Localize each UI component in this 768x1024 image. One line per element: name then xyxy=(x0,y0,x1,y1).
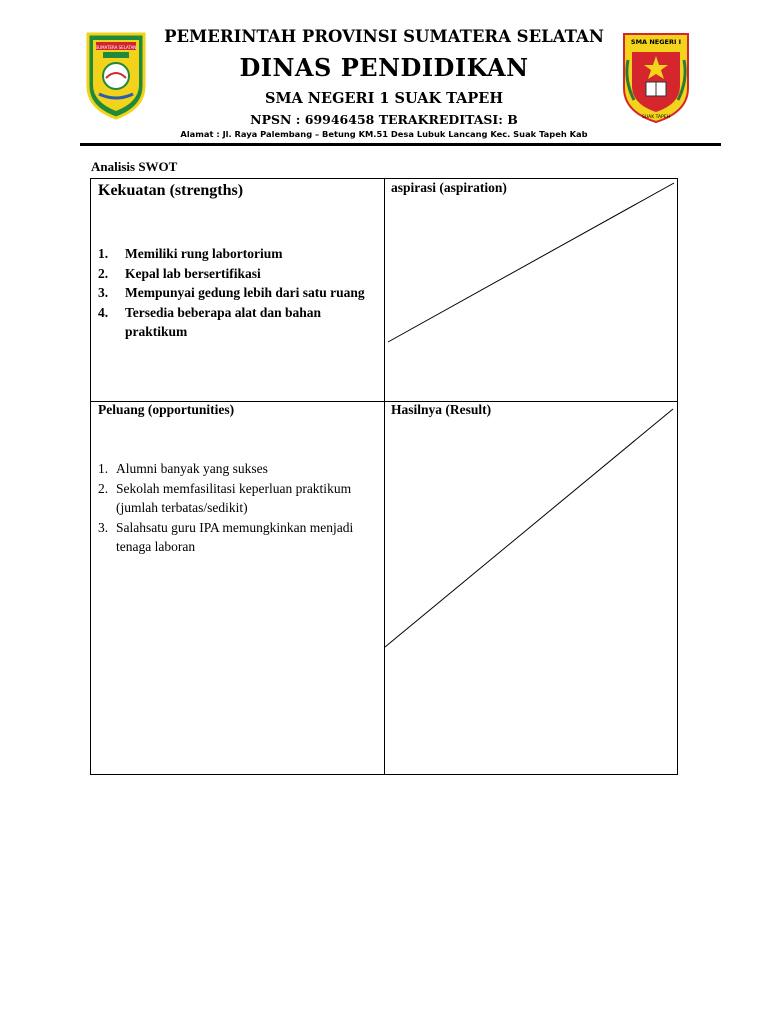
svg-text:SUAK TAPEH: SUAK TAPEH xyxy=(641,115,671,120)
address-line: Alamat : Jl. Raya Palembang – Betung KM.51 Desa Lubuk Lancang Kec. Suak Tapeh Kab xyxy=(180,129,588,139)
list-item: 2. Kepal lab bersertifikasi xyxy=(98,265,261,281)
list-item: 1. Memiliki rung labortorium xyxy=(98,246,283,261)
letterhead-divider xyxy=(80,143,721,146)
svg-text:SMA NEGERI I: SMA NEGERI I xyxy=(630,38,682,46)
aspiration-diagonal xyxy=(388,183,674,342)
strengths-list xyxy=(98,244,368,342)
aspiration-title: aspirasi (aspiration) xyxy=(391,180,507,195)
list-item: 4. Tersedia beberapa alat dan bahan praktikum xyxy=(98,304,322,339)
list-item: 1. Alumni banyak yang sukses xyxy=(98,461,268,476)
document-label: Analisis SWOT xyxy=(91,159,178,174)
svg-text:SUMATERA SELATAN: SUMATERA SELATAN xyxy=(95,45,137,50)
agency-heading: DINAS PENDIDIKAN xyxy=(239,53,529,82)
list-item: 2. Sekolah memfasilitasi keperluan praktikum (jumlah terbatas/sedikit) xyxy=(98,480,352,515)
opportunities-list xyxy=(98,459,368,557)
strengths-title: Kekuatan (strengths) xyxy=(98,182,244,199)
opportunities-title: Peluang (opportunities) xyxy=(98,402,235,417)
school-name: SMA NEGERI 1 SUAK TAPEH xyxy=(264,90,504,107)
result-diagonal xyxy=(385,409,673,647)
government-heading: PEMERINTAH PROVINSI SUMATERA SELATAN xyxy=(164,27,604,46)
result-title: Hasilnya (Result) xyxy=(391,402,492,417)
list-item: 3. Salahsatu guru IPA memungkinkan menjadi tenaga laboran xyxy=(98,519,354,554)
list-item: 3. Mempunyai gedung lebih dari satu ruang xyxy=(98,285,365,300)
npsn-line: NPSN : 69946458 TERAKREDITASI: B xyxy=(250,112,518,127)
swot-table xyxy=(90,178,678,775)
